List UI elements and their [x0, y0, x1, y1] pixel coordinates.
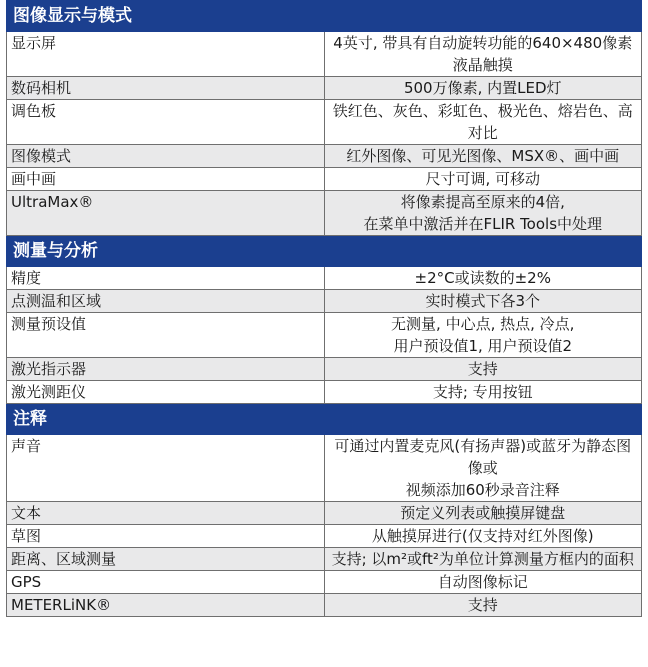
table-row — [7, 290, 642, 313]
section-title: 测量与分析 — [7, 236, 642, 267]
row-label: 测量预设值 — [7, 313, 325, 358]
table-row — [7, 77, 642, 100]
row-label: 草图 — [7, 525, 325, 548]
row-value: 红外图像、可见光图像、MSX®、画中画 — [324, 145, 642, 168]
row-label: 激光指示器 — [7, 358, 325, 381]
row-value: 4英寸, 带具有自动旋转功能的640×480像素 液晶触摸 — [324, 32, 642, 77]
section-header-display — [7, 1, 642, 32]
spec-table — [6, 0, 642, 617]
table-row — [7, 435, 642, 502]
row-label: 激光测距仪 — [7, 381, 325, 404]
table-row — [7, 594, 642, 617]
row-value: ±2°C或读数的±2% — [324, 267, 642, 290]
row-label: 距离、区域测量 — [7, 548, 325, 571]
row-label: 数码相机 — [7, 77, 325, 100]
row-value: 自动图像标记 — [324, 571, 642, 594]
row-value: 支持 — [324, 358, 642, 381]
row-value: 铁红色、灰色、彩虹色、极光色、熔岩色、高对比 — [324, 100, 642, 145]
table-row — [7, 548, 642, 571]
section-title: 图像显示与模式 — [7, 1, 642, 32]
table-row — [7, 358, 642, 381]
row-label: 画中画 — [7, 168, 325, 191]
row-label: 显示屏 — [7, 32, 325, 77]
table-row — [7, 525, 642, 548]
row-value: 无测量, 中心点, 热点, 冷点, 用户预设值1, 用户预设值2 — [324, 313, 642, 358]
table-row — [7, 100, 642, 145]
row-label: 声音 — [7, 435, 325, 502]
row-label: 精度 — [7, 267, 325, 290]
row-value: 从触摸屏进行(仅支持对红外图像) — [324, 525, 642, 548]
row-value: 500万像素, 内置LED灯 — [324, 77, 642, 100]
section-title: 注释 — [7, 404, 642, 435]
row-value: 预定义列表或触摸屏键盘 — [324, 502, 642, 525]
row-label: METERLiNK® — [7, 594, 325, 617]
row-value: 可通过内置麦克风(有扬声器)或蓝牙为静态图像或 视频添加60秒录音注释 — [324, 435, 642, 502]
table-row — [7, 381, 642, 404]
section-header-annotation — [7, 404, 642, 435]
section-header-measurement — [7, 236, 642, 267]
row-label: 图像模式 — [7, 145, 325, 168]
row-label: 调色板 — [7, 100, 325, 145]
table-row — [7, 145, 642, 168]
table-row — [7, 571, 642, 594]
table-row — [7, 32, 642, 77]
row-value: 实时模式下各3个 — [324, 290, 642, 313]
table-row — [7, 502, 642, 525]
row-value: 支持; 专用按钮 — [324, 381, 642, 404]
row-value: 尺寸可调, 可移动 — [324, 168, 642, 191]
table-row — [7, 313, 642, 358]
row-label: GPS — [7, 571, 325, 594]
table-row — [7, 267, 642, 290]
row-label: 点测温和区域 — [7, 290, 325, 313]
row-value: 支持 — [324, 594, 642, 617]
table-row — [7, 191, 642, 236]
row-label: UltraMax® — [7, 191, 325, 236]
row-label: 文本 — [7, 502, 325, 525]
table-row — [7, 168, 642, 191]
row-value: 支持; 以m²或ft²为单位计算测量方框内的面积 — [324, 548, 642, 571]
row-value: 将像素提高至原来的4倍, 在菜单中激活并在FLIR Tools中处理 — [324, 191, 642, 236]
